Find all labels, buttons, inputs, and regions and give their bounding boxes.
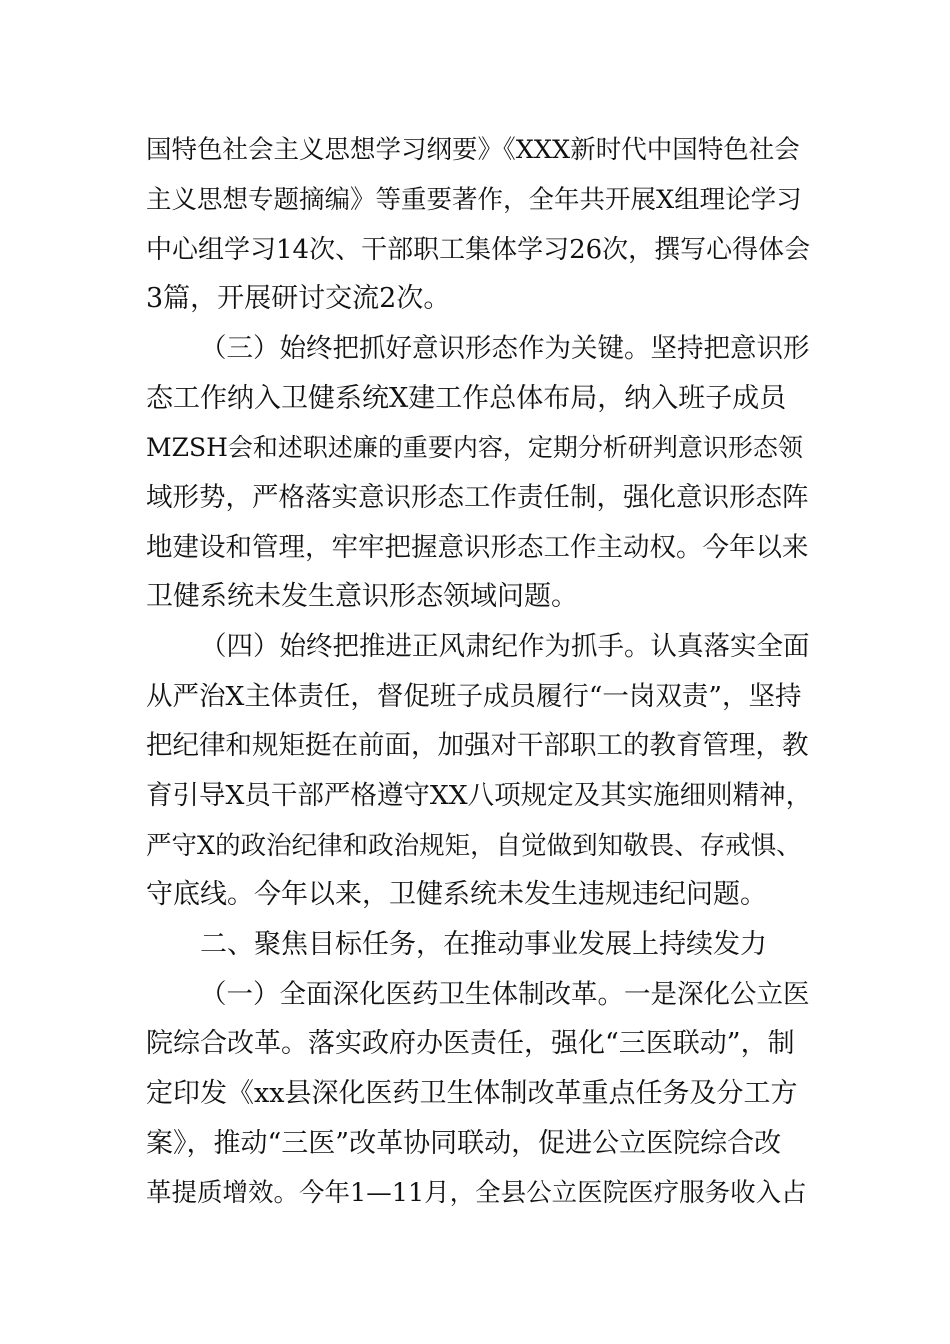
text-line: 卫健系统未发生意识形态领域问题。 — [146, 581, 578, 612]
text-line: 守底线。今年以来，卫健系统未发生违规违纪问题。 — [146, 879, 767, 910]
text-line: 严守X的政治纪律和政治规矩，自觉做到知敬畏、存戒惧、 — [146, 831, 802, 861]
text-line: 主义思想专题摘编》等重要著作，全年共开展X组理论学习 — [146, 185, 802, 215]
text-line: 域形势，严格落实意识形态工作责任制，强化意识形态阵 — [146, 482, 809, 513]
text-line: （一）全面深化医药卫生体制改革。一是深化公立医 — [200, 979, 810, 1010]
text-line: 院综合改革。落实政府办医责任，强化“三医联动”，制 — [146, 1028, 795, 1059]
text-line: 案》，推动“三医”改革协同联动，促进公立医院综合改 — [146, 1128, 782, 1159]
text-line: （四）始终把推进正风肃纪作为抓手。认真落实全面 — [200, 631, 810, 662]
section-heading: 二、聚焦目标任务，在推动事业发展上持续发力 — [200, 929, 767, 960]
text-line: 态工作纳入卫健系统X建工作总体布局，纳入班子成员 — [146, 383, 787, 414]
text-line: 国特色社会主义思想学习纲要》《XXX新时代中国特色社会 — [146, 135, 800, 165]
text-line: 3篇，开展研讨交流2次。 — [146, 283, 451, 314]
text-line: 中心组学习14次、干部职工集体学习26次，撰写心得体会 — [146, 235, 811, 265]
text-line: 把纪律和规矩挺在前面，加强对干部职工的教育管理，教 — [146, 730, 809, 761]
text-line: （三）始终把抓好意识形态作为关键。坚持把意识形 — [200, 333, 810, 364]
text-line: 育引导X员干部严格遵守XX八项规定及其实施细则精神， — [146, 780, 813, 811]
text-line: 从严治X主体责任，督促班子成员履行“一岗双责”，坚持 — [146, 681, 802, 712]
text-line: 革提质增效。今年1—11月，全县公立医院医疗服务收入占 — [146, 1178, 807, 1208]
text-line: 定印发《xx县深化医药卫生体制改革重点任务及分工方 — [146, 1078, 798, 1109]
text-line: MZSH会和述职述廉的重要内容，定期分析研判意识形态领 — [146, 433, 803, 462]
text-line: 地建设和管理，牢牢把握意识形态工作主动权。今年以来 — [146, 532, 809, 563]
